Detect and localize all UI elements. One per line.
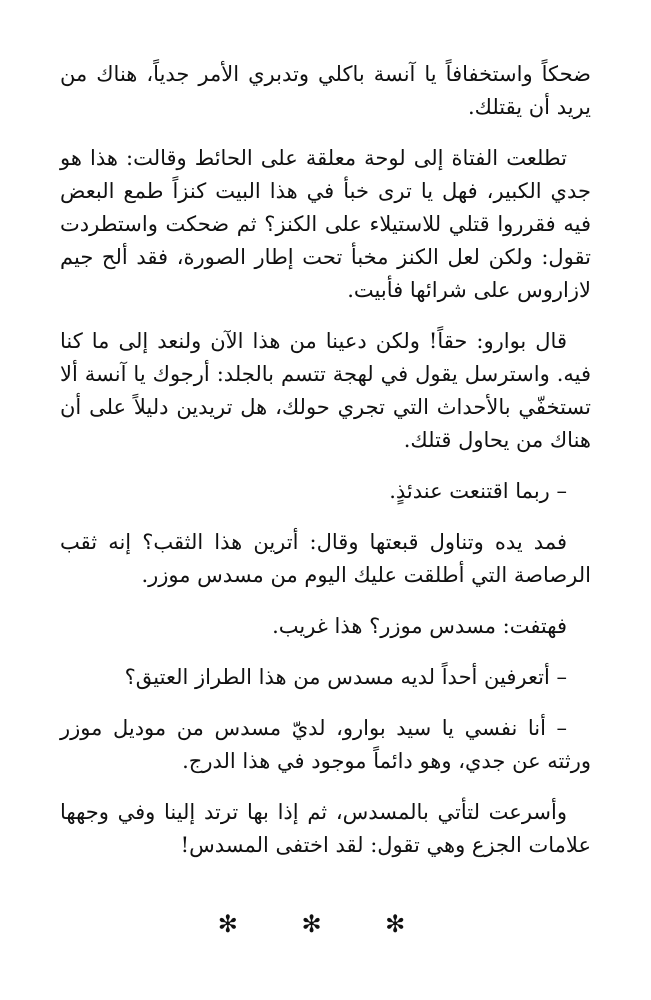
paragraph-9: وأسرعت لتأتي بالمسدس، ثم إذا بها ترتد إلينا وفي وجهها علامات الجزع وهي تقول: لقد اختفى المسدس! (60, 800, 591, 857)
page-body (60, 58, 591, 880)
paragraph-7: – أتعرفين أحداً لديه مسدس من هذا الطراز العتيق؟ (124, 665, 567, 689)
paragraph-8: – أنا نفسي يا سيد بوارو، لديّ مسدس من موديل موزر ورثته عن جدي، وهو دائماً موجود في هذا الدرج. (60, 716, 591, 773)
paragraph-5: فمد يده وتناول قبعتها وقال: أترين هذا الثقب؟ إنه ثقب الرصاصة التي أطلقت عليك اليوم من مسدس موزر. (60, 530, 591, 587)
paragraph-3: قال بوارو: حقاً! ولكن دعينا من هذا الآن ولنعد إلى ما كنا فيه. واسترسل يقول في لهجة تتسم بالجلد: أرجوك يا آنسة ألا تستخفّي بالأحداث التي تجري حولك، هل تريدين دليلاً على أن هناك من يحاول قتلك. (60, 329, 591, 452)
paragraph-6: فهتفت: مسدس موزر؟ هذا غريب. (272, 614, 567, 638)
paragraph-4: – ربما اقتنعت عندئذٍ. (389, 479, 567, 503)
section-break-ornament: ✻ ✻ ✻ (217, 910, 434, 938)
paragraph-1: ضحكاً واستخفافاً يا آنسة باكلي وتدبري الأمر جدياً، هناك من يريد أن يقتلك. (60, 62, 591, 119)
paragraph-2: تطلعت الفتاة إلى لوحة معلقة على الحائط وقالت: هذا هو جدي الكبير، فهل يا ترى خبأ في هذا البيت كنزاً طمع البعض فيه فقرروا قتلي للاستيلاء على الكنز؟ ثم ضحكت واستطردت تقول: ولكن لعل الكنز مخبأ تحت إطار الصورة، فقد ألح جيم لازاروس على شرائها فأبيت. (60, 146, 591, 302)
